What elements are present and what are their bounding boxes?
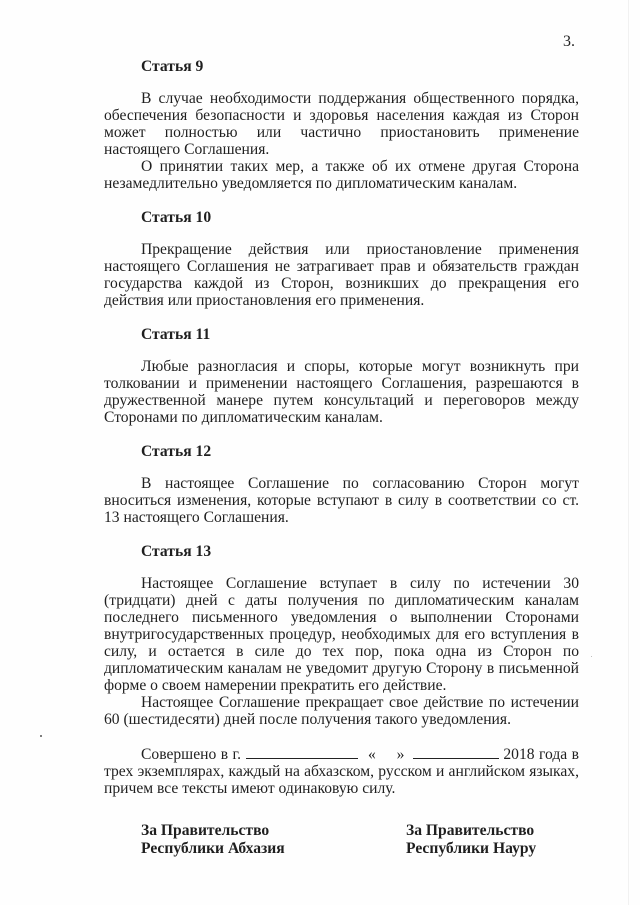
- article-heading: Статья 11: [141, 326, 211, 343]
- closing-paragraph: [104, 745, 579, 797]
- document-body: [104, 58, 579, 797]
- article-paragraph: Настоящее Соглашение вступает в силу по истечении 30 (тридцати) дней с даты получения по дипломатическим каналам последнего письменного уведомления о выполнении Сторонами внутригосударственных процедур, необходимых для его вступления в силу, и остается в силе до тех пор, пока одна из Сторон по дипломатическим каналам не уведомит другую Сторону в письменной форме о своем намерении прекратить его действие.: [104, 575, 579, 694]
- article-paragraph: Настоящее Соглашение прекращает свое действие по истечении 60 (шестидесяти) дней после получения такого уведомления.: [104, 694, 579, 728]
- article-13: [104, 543, 579, 728]
- article-heading: Статья 10: [141, 209, 212, 226]
- signature-block-abkhazia: [141, 822, 285, 858]
- quote-open: «: [367, 746, 376, 763]
- signature-block-nauru: [406, 822, 536, 858]
- scan-speck: [40, 735, 42, 737]
- article-paragraph: В случае необходимости поддержания общественного порядка, обеспечения безопасности и здоровья населения каждая из Сторон может полностью или частично приостановить применение настоящего Соглашения.: [104, 90, 579, 158]
- closing-prefix: Совершено в г.: [141, 746, 242, 763]
- closing-clause: [104, 745, 579, 797]
- article-heading: Статья 9: [141, 58, 204, 75]
- year-text: 2018 года в: [503, 746, 580, 763]
- article-10: [104, 209, 579, 309]
- page-number: 3.: [563, 33, 575, 50]
- article-paragraph: О принятии таких мер, а также об их отмене другая Сторона незамедлительно уведомляется по дипломатическим каналам.: [104, 158, 579, 192]
- article-12: [104, 443, 579, 526]
- city-blank: [246, 745, 358, 759]
- scan-speck: [591, 656, 592, 657]
- article-heading: Статья 12: [141, 443, 212, 460]
- article-paragraph: Прекращение действия или приостановление применения настоящего Соглашения не затрагивает прав и обязательств граждан государства каждой из Сторон, возникших до прекращения его действия или приостановления его применения.: [104, 241, 579, 309]
- article-heading: Статья 13: [141, 543, 212, 560]
- signature-line-2: Республики Науру: [406, 840, 537, 857]
- signature-line-2: Республики Абхазия: [141, 840, 285, 857]
- quote-close: »: [396, 746, 405, 763]
- month-blank: [413, 745, 499, 759]
- closing-rest: трех экземплярах, каждый на абхазском, русском и английском языках, причем все тексты имеют одинаковую силу.: [104, 763, 579, 797]
- article-paragraph: В настоящее Соглашение по согласованию Сторон могут вноситься изменения, которые вступают в силу в соответствии со ст. 13 настоящего Соглашения.: [104, 475, 579, 526]
- article-9: [104, 58, 579, 192]
- page-edge: [628, 0, 629, 905]
- article-11: [104, 326, 579, 426]
- article-paragraph: Любые разногласия и споры, которые могут возникнуть при толковании и применении настоящего Соглашения, разрешаются в дружественной манере путем консультаций и переговоров между Сторонами по дипломатическим каналам.: [104, 358, 579, 426]
- signature-line-1: За Правительство: [406, 822, 535, 839]
- signature-line-1: За Правительство: [141, 822, 270, 839]
